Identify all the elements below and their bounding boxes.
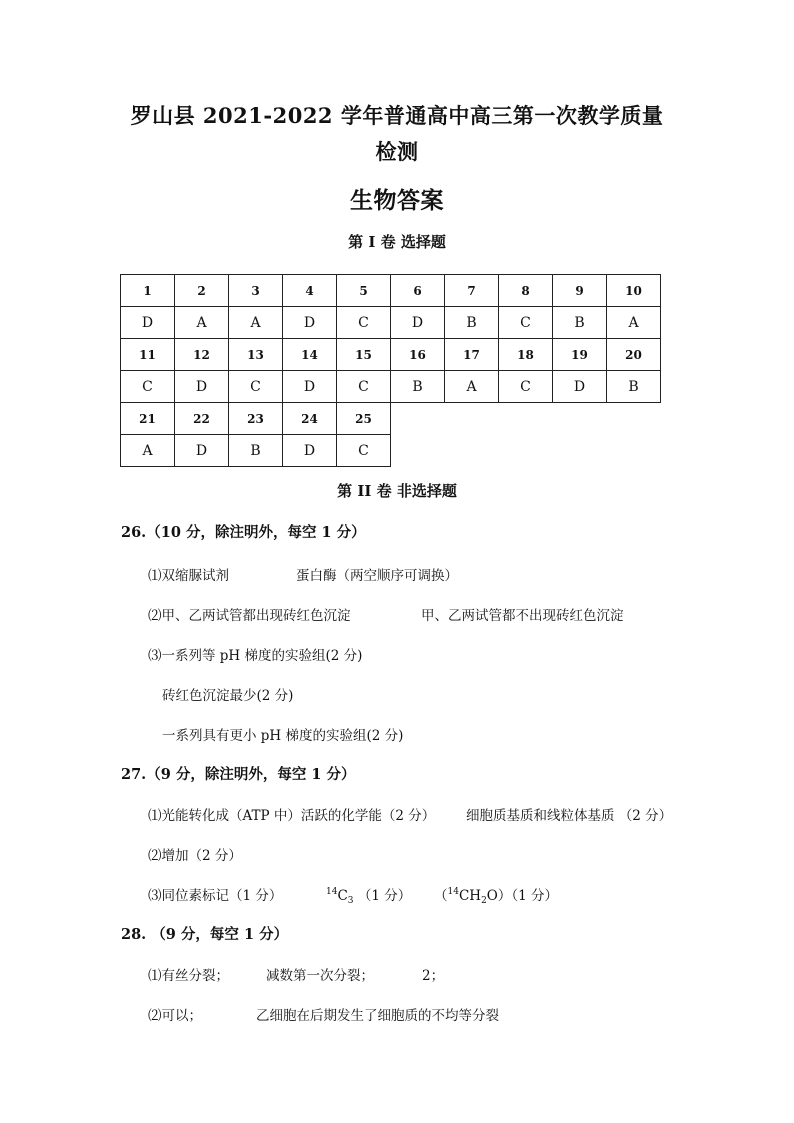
question-number: 19: [553, 339, 607, 371]
formula-main: C: [337, 888, 348, 904]
answer-cell: B: [229, 435, 283, 467]
answer-cell: C: [499, 371, 553, 403]
question-number: 23: [229, 403, 283, 435]
q26-answer-2a: ⑵甲、乙两试管都出现砖红色沉淀: [148, 608, 351, 624]
q28-answer-1b: 减数第一次分裂；: [266, 968, 374, 984]
question-number: 20: [607, 339, 661, 371]
q26-answer-3: ⑶一系列等 pH 梯度的实验组(2 分): [148, 648, 363, 664]
part1-title: 第 I 卷 选择题: [348, 233, 446, 251]
answer-cell: D: [175, 435, 229, 467]
question-number: 7: [445, 275, 499, 307]
q27-answer-3b: [326, 884, 411, 906]
formula-tail: O）（1 分）: [486, 888, 558, 904]
empty-cell: [445, 435, 499, 467]
question-number: 2: [175, 275, 229, 307]
question-number: 12: [175, 339, 229, 371]
answer-cell: A: [175, 307, 229, 339]
formula-prefix: （: [434, 888, 448, 904]
answer-cell: A: [229, 307, 283, 339]
formula-subscript: 3: [347, 896, 354, 906]
table-row: [121, 371, 661, 403]
formula-subscript: 2: [481, 896, 487, 906]
question-number: 6: [391, 275, 445, 307]
table-row: [121, 339, 661, 371]
part2-title: 第 II 卷 非选择题: [337, 482, 457, 500]
answer-cell: C: [499, 307, 553, 339]
question-number: 9: [553, 275, 607, 307]
question-number: 22: [175, 403, 229, 435]
question-number: 5: [337, 275, 391, 307]
table-row: [121, 403, 661, 435]
answer-cell: A: [445, 371, 499, 403]
q26-answer-5: 一系列具有更小 pH 梯度的实验组(2 分): [162, 728, 404, 744]
answer-cell: D: [391, 307, 445, 339]
answer-cell: B: [607, 371, 661, 403]
question-number: 13: [229, 339, 283, 371]
doc-title-line1: 罗山县 2021-2022 学年普通高中高三第一次教学质量: [130, 103, 664, 128]
empty-cell: [499, 435, 553, 467]
question-number: 18: [499, 339, 553, 371]
question-number: 17: [445, 339, 499, 371]
table-row: [121, 307, 661, 339]
q26-answer-1a: ⑴双缩脲试剂: [148, 568, 229, 584]
answer-cell: A: [121, 435, 175, 467]
isotope-superscript: 14: [447, 887, 459, 897]
q28-heading: 28. （9 分，每空 1 分）: [121, 926, 289, 943]
empty-cell: [391, 403, 445, 435]
q26-answer-1b: 蛋白酶（两空顺序可调换）: [296, 568, 458, 584]
question-number: 16: [391, 339, 445, 371]
table-row: [121, 435, 661, 467]
q27-answer-3c: [434, 884, 558, 906]
empty-cell: [553, 435, 607, 467]
question-number: 25: [337, 403, 391, 435]
answer-cell: B: [391, 371, 445, 403]
empty-cell: [607, 403, 661, 435]
answer-cell: C: [229, 371, 283, 403]
answer-table: [120, 274, 661, 467]
empty-cell: [445, 403, 499, 435]
question-number: 15: [337, 339, 391, 371]
answer-cell: C: [337, 371, 391, 403]
question-number: 11: [121, 339, 175, 371]
answer-cell: C: [337, 435, 391, 467]
q27-heading: 27.（9 分，除注明外，每空 1 分）: [121, 766, 356, 783]
q28-answer-1a: ⑴有丝分裂；: [148, 968, 229, 984]
q27-answer-1b: 细胞质基质和线粒体基质 （2 分）: [466, 808, 673, 824]
answer-cell: D: [175, 371, 229, 403]
question-number: 14: [283, 339, 337, 371]
q28-answer-2b: 乙细胞在后期发生了细胞质的不均等分裂: [256, 1008, 499, 1024]
question-number: 4: [283, 275, 337, 307]
answer-cell: D: [283, 435, 337, 467]
answer-cell: C: [337, 307, 391, 339]
answer-cell: D: [121, 307, 175, 339]
doc-title-line2: 检测: [375, 139, 419, 164]
question-number: 8: [499, 275, 553, 307]
question-number: 3: [229, 275, 283, 307]
isotope-superscript: 14: [326, 887, 338, 897]
q26-answer-2b: 甲、乙两试管都不出现砖红色沉淀: [421, 608, 624, 624]
answer-cell: D: [283, 371, 337, 403]
formula-tail: （1 分）: [353, 888, 412, 904]
answer-cell: D: [553, 371, 607, 403]
doc-subtitle: 生物答案: [350, 187, 444, 214]
q26-answer-4: 砖红色沉淀最少(2 分): [162, 688, 294, 704]
question-number: 10: [607, 275, 661, 307]
answer-cell: D: [283, 307, 337, 339]
empty-cell: [391, 435, 445, 467]
answer-cell: B: [553, 307, 607, 339]
empty-cell: [499, 403, 553, 435]
q28-answer-1c: 2；: [422, 968, 445, 984]
q27-answer-3a: ⑶同位素标记（1 分）: [148, 888, 283, 904]
q28-answer-2a: ⑵可以；: [148, 1008, 202, 1024]
q27-answer-2: ⑵增加（2 分）: [148, 848, 242, 864]
answer-cell: A: [607, 307, 661, 339]
empty-cell: [607, 435, 661, 467]
empty-cell: [553, 403, 607, 435]
question-number: 1: [121, 275, 175, 307]
formula-main: CH: [458, 888, 482, 904]
answer-cell: C: [121, 371, 175, 403]
answer-cell: B: [445, 307, 499, 339]
table-row: [121, 275, 661, 307]
q27-answer-1a: ⑴光能转化成（ATP 中）活跃的化学能（2 分）: [148, 808, 436, 824]
question-number: 21: [121, 403, 175, 435]
question-number: 24: [283, 403, 337, 435]
q26-heading: 26.（10 分，除注明外，每空 1 分）: [121, 524, 366, 541]
